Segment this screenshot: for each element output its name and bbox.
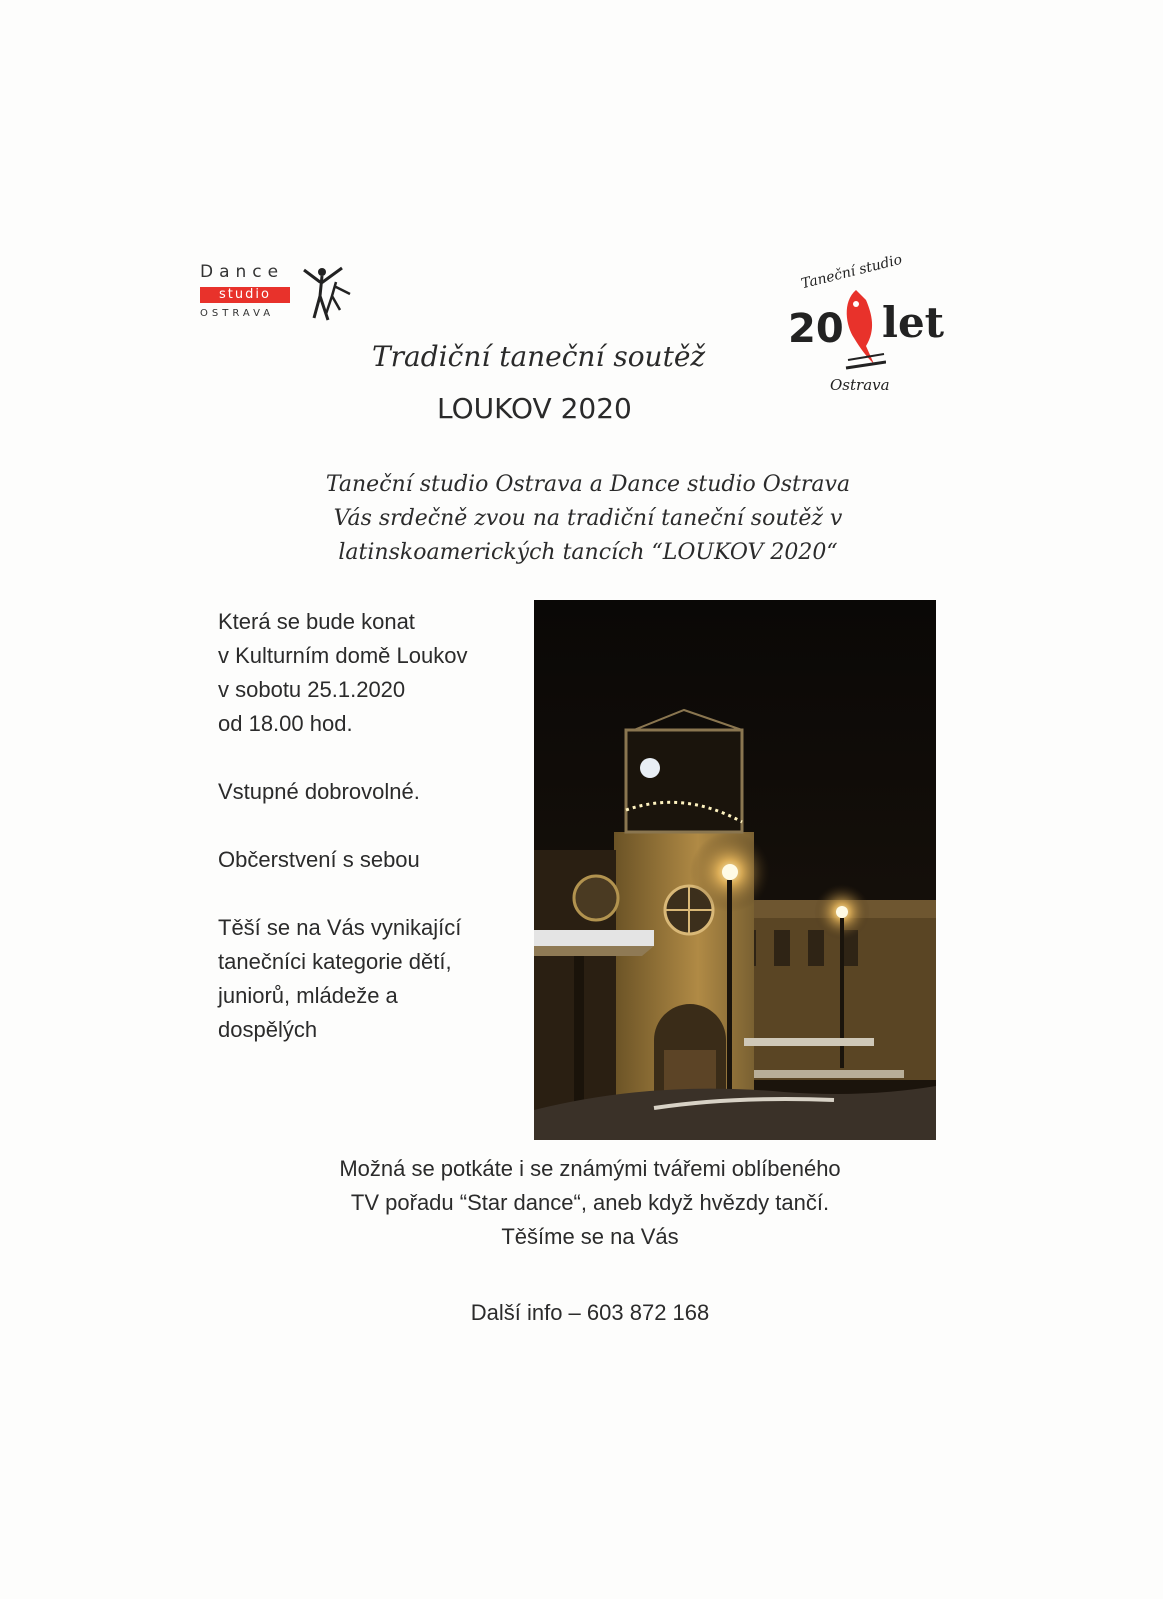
dancers-figure-icon bbox=[298, 262, 358, 324]
anniversary-logo bbox=[786, 251, 945, 408]
dancers-line: dospělých bbox=[218, 1017, 318, 1042]
dancers-line: tanečníci kategorie dětí, bbox=[218, 949, 452, 974]
event-time: od 18.00 hod. bbox=[218, 711, 353, 736]
footer-line: TV pořadu “Star dance“, aneb když hvězdy tančí. bbox=[350, 1190, 830, 1215]
footer-note bbox=[180, 1152, 1000, 1254]
invitation-line: Taneční studio Ostrava a Dance studio Ostrava bbox=[325, 472, 851, 497]
contact-info: Další info – 603 872 168 bbox=[470, 1300, 710, 1325]
page-title: Tradiční taneční soutěž bbox=[372, 340, 706, 373]
anniversary-top-text: Taneční studio bbox=[799, 251, 904, 293]
refreshments-note: Občerstvení s sebou bbox=[218, 847, 420, 872]
event-details bbox=[218, 605, 528, 1047]
invitation-text bbox=[208, 468, 968, 570]
logo-dance-text: Dance bbox=[200, 262, 285, 282]
entry-fee: Vstupné dobrovolné. bbox=[218, 779, 420, 804]
footer-line: Možná se potkáte i se známými tvářemi oblíbeného bbox=[339, 1156, 841, 1181]
logo-studio-text: studio bbox=[200, 287, 290, 303]
event-date: v sobotu 25.1.2020 bbox=[218, 677, 406, 702]
anniversary-bottom-text: Ostrava bbox=[830, 376, 890, 394]
details-line: Která se bude konat bbox=[218, 609, 415, 634]
culture-house-photo bbox=[534, 600, 936, 1140]
anniversary-word: let bbox=[882, 298, 945, 347]
footer-line: Těšíme se na Vás bbox=[501, 1224, 679, 1249]
dancers-line: Těší se na Vás vynikající bbox=[218, 915, 462, 940]
logo-ostrava-text: OSTRAVA bbox=[200, 308, 275, 319]
anniversary-number: 20 bbox=[788, 306, 844, 352]
invitation-line: Vás srdečně zvou na tradiční taneční soutěž v bbox=[333, 506, 843, 531]
page-subtitle: LOUKOV 2020 bbox=[437, 392, 632, 425]
invitation-line: latinskoamerických tancích “LOUKOV 2020“ bbox=[338, 540, 838, 565]
details-line: v Kulturním domě Loukov bbox=[218, 643, 468, 668]
dancers-line: juniorů, mládeže a bbox=[218, 983, 398, 1008]
dance-studio-logo bbox=[198, 262, 358, 326]
